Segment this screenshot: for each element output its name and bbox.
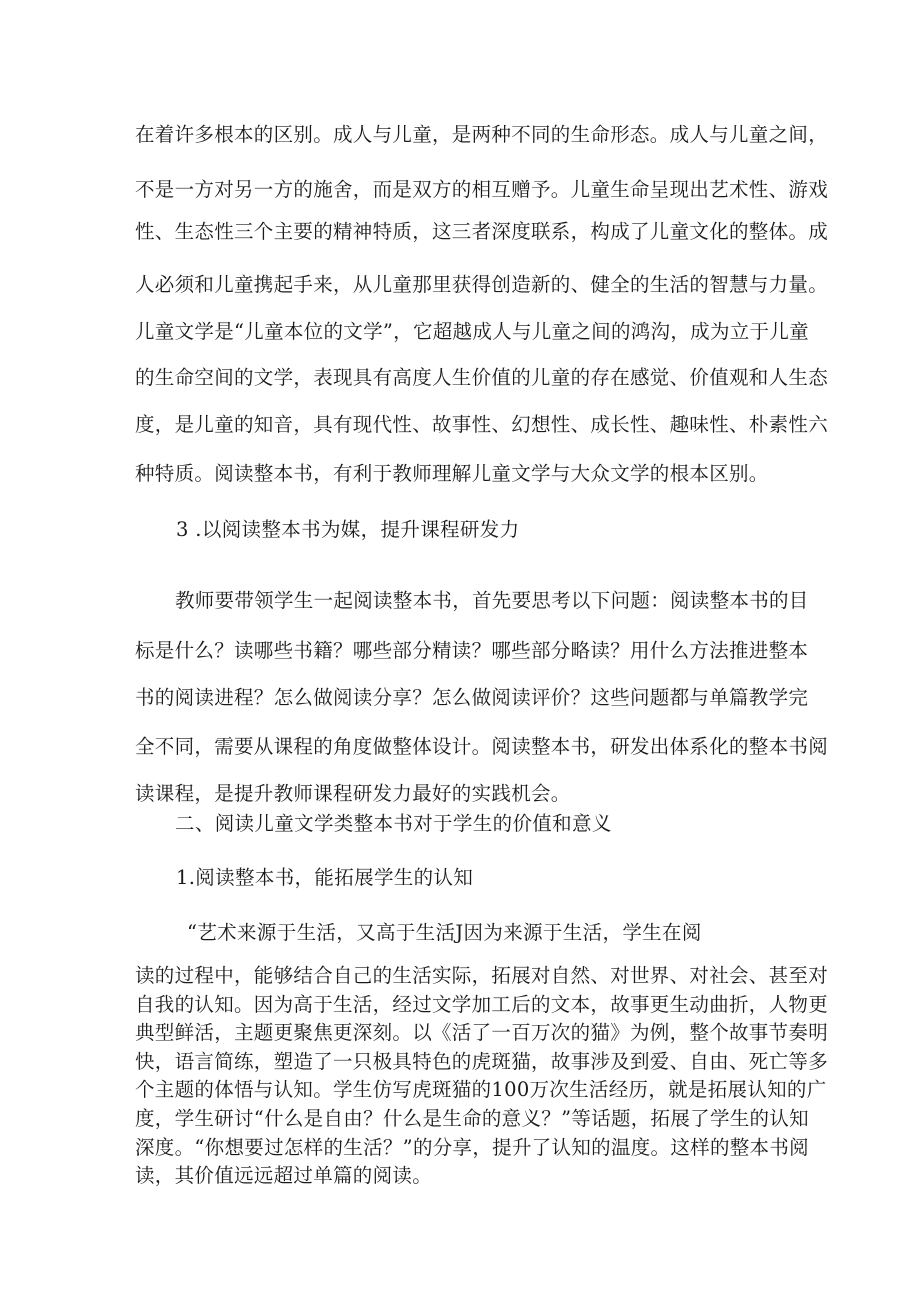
text-line: 典型鲜活，主题更聚焦更深刻。以《活了一百万次的猫》为例，整个故事节奏明: [135, 1021, 829, 1045]
text-line: 全不同，需要从课程的角度做整体设计。阅读整本书，研发出体系化的整本书阅: [135, 735, 829, 758]
text-line: 标是什么？读哪些书籍？哪些部分精读？哪些部分略读？用什么方法推进整本: [135, 639, 809, 662]
text-line: 读的过程中，能够结合自己的生活实际，拓展对自然、对世界、对社会、甚至对: [135, 964, 829, 987]
text-line: 在着许多根本的区别。成人与儿童，是两种不同的生命形态。成人与儿童之间，: [135, 123, 829, 146]
text-line: 的生命空间的文学，表现具有高度人生价值的儿童的存在感觉、价值观和人生态: [135, 366, 829, 389]
section-heading-3: 3 .以阅读整本书为媒，提升课程研发力: [176, 518, 520, 541]
text-line: 性、生态性三个主要的精神特质，这三者深度联系，构成了儿童文化的整体。成: [135, 220, 829, 243]
text-line: 度，学生研讨“什么是自由？什么是生命的意义？”等话题，拓展了学生的认知: [135, 1106, 809, 1130]
text-line: 自我的认知。因为高于生活，经过文学加工后的文本，故事更生动曲折，人物更: [135, 992, 829, 1016]
text-line: 读，其价值远远超过单篇的阅读。: [135, 1164, 433, 1188]
text-line: 快，语言简练，塑造了一只极具特色的虎斑猫，故事涉及到爱、自由、死亡等多: [135, 1049, 829, 1073]
text-line: 读课程，是提升教师课程研发力最好的实践机会。: [135, 782, 571, 805]
text-line: 不是一方对另一方的施舍，而是双方的相互赠予。儿童生命呈现出艺术性、游戏: [135, 178, 829, 201]
text-line: 教师要带领学生一起阅读整本书，首先要思考以下问题：阅读整本书的目: [175, 589, 809, 612]
quote-line: “艺术来源于生活，又高于生活J因为来源于生活，学生在阅: [187, 921, 702, 944]
subheading-1: 1.阅读整本书，能拓展学生的认知: [176, 866, 474, 889]
text-line: 人必须和儿童携起手来，从儿童那里获得创造新的、健全的生活的智慧与力量。: [135, 273, 829, 296]
text-line: 个主题的体悟与认知。学生仿写虎斑猫的100万次生活经历，就是拓展认知的广: [135, 1078, 827, 1102]
paragraph-cognition: [135, 962, 829, 1191]
text-line: 度，是儿童的知音，具有现代性、故事性、幻想性、成长性、趣味性、朴素性六: [135, 413, 829, 436]
section-2-heading: 二、阅读儿童文学类整本书对于学生的价值和意义: [175, 812, 612, 835]
text-line: 种特质。阅读整本书，有利于教师理解儿童文学与大众文学的根本区别。: [135, 462, 769, 485]
text-line: 儿童文学是“儿童本位的文学”，它超越成人与儿童之间的鸿沟，成为立于儿童: [135, 320, 809, 343]
text-line: 书的阅读进程？怎么做阅读分享？怎么做阅读评价？这些问题都与单篇教学完: [135, 686, 809, 709]
text-line: 深度。“你想要过怎样的生活？”的分享，提升了认知的温度。这样的整本书阅: [135, 1135, 809, 1159]
